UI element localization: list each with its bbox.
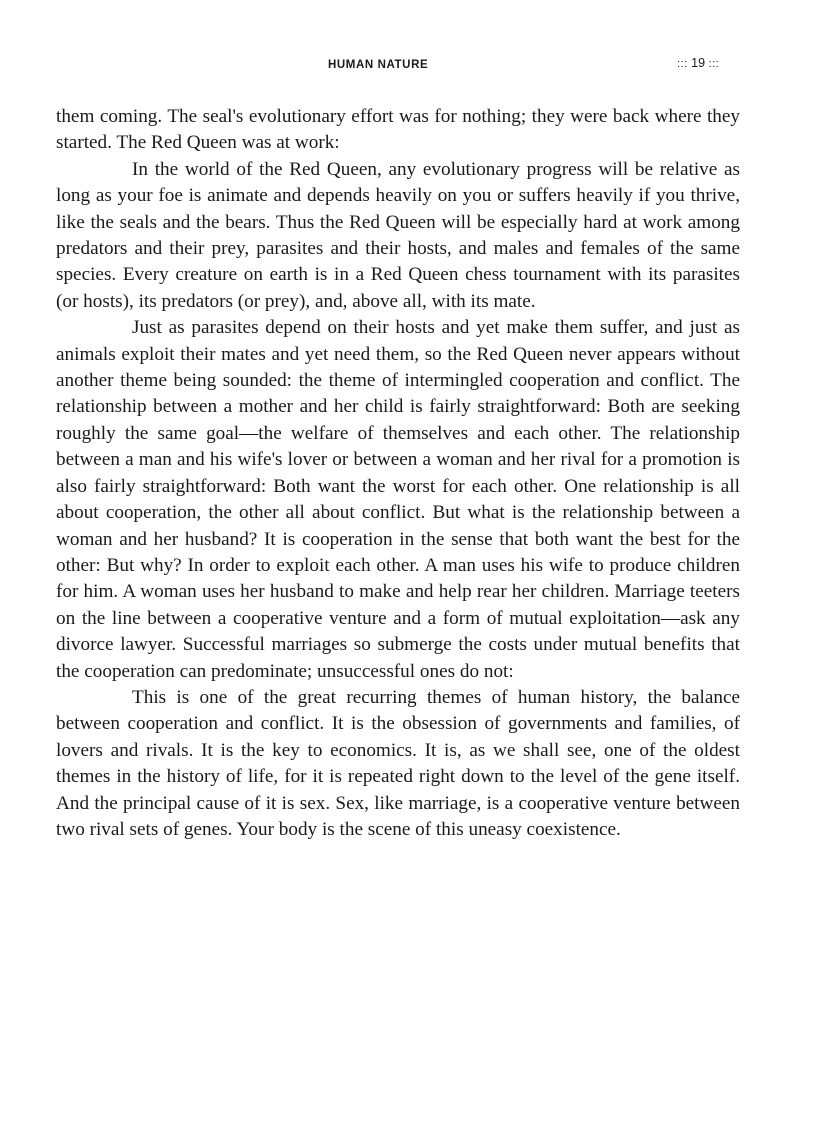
running-head (0, 56, 816, 76)
paragraph-continued: them coming. The seal's evolutionary effort was for nothing; they were back where they started. The Red Queen was at work: (56, 106, 740, 154)
chapter-title: HUMAN NATURE (328, 59, 429, 71)
body-text (56, 104, 740, 843)
paragraph: Just as parasites depend on their hosts and yet make them suffer, and just as animals exploit their mates and yet need them, so the Red Queen never appears without another theme being sounded: the theme of intermingled cooperation and conflict. The relationship between a mother and her child is fairly straightforward: Both are seeking roughly the same goal—the welfare of themselves and each other. The relationship between a man and his wife's lover or between a woman and her rival for a promotion is also fairly straightforward: Both want the worst for each other. One relationship is all about cooperation, the other all about conflict. But what is the relationship between a woman and her husband? It is cooperation in the sense that both want the best for the other: But why? In order to exploit each other. A man uses his wife to produce children for him. A woman uses her husband to make and help rear her children. Marriage teeters on the line between a cooperative venture and a form of mutual exploitation—ask any divorce lawyer. Successful marriages so submerge the costs under mutual benefits that the cooperation can predominate; unsuccessful ones do not: (56, 317, 740, 682)
paragraph: This is one of the great recurring themes of human history, the balance between cooperation and conflict. It is the obsession of governments and families, of lovers and rivals. It is the key to economics. It is, as we shall see, one of the oldest themes in the history of life, for it is repeated right down to the level of the gene itself. And the principal cause of it is sex. Sex, like marriage, is a cooperative venture between two rival sets of genes. Your body is the scene of this uneasy coexistence. (56, 686, 740, 840)
folio-ornament-right: ::: (708, 58, 720, 70)
folio-ornament-left: ::: (677, 58, 688, 70)
page-folio (677, 56, 719, 70)
page-number: 19 (691, 56, 706, 70)
paragraph: In the world of the Red Queen, any evolutionary progress will be relative as long as your foe is animate and depends heavily on you or suffers heavily if you thrive, like the seals and the bears. Thus the Red Queen will be especially hard at work among predators and their prey, parasites and their hosts, and males and females of the same species. Every creature on earth is in a Red Queen chess tournament with its parasites (or hosts), its predators (or prey), and, above all, with its mate. (56, 158, 740, 312)
